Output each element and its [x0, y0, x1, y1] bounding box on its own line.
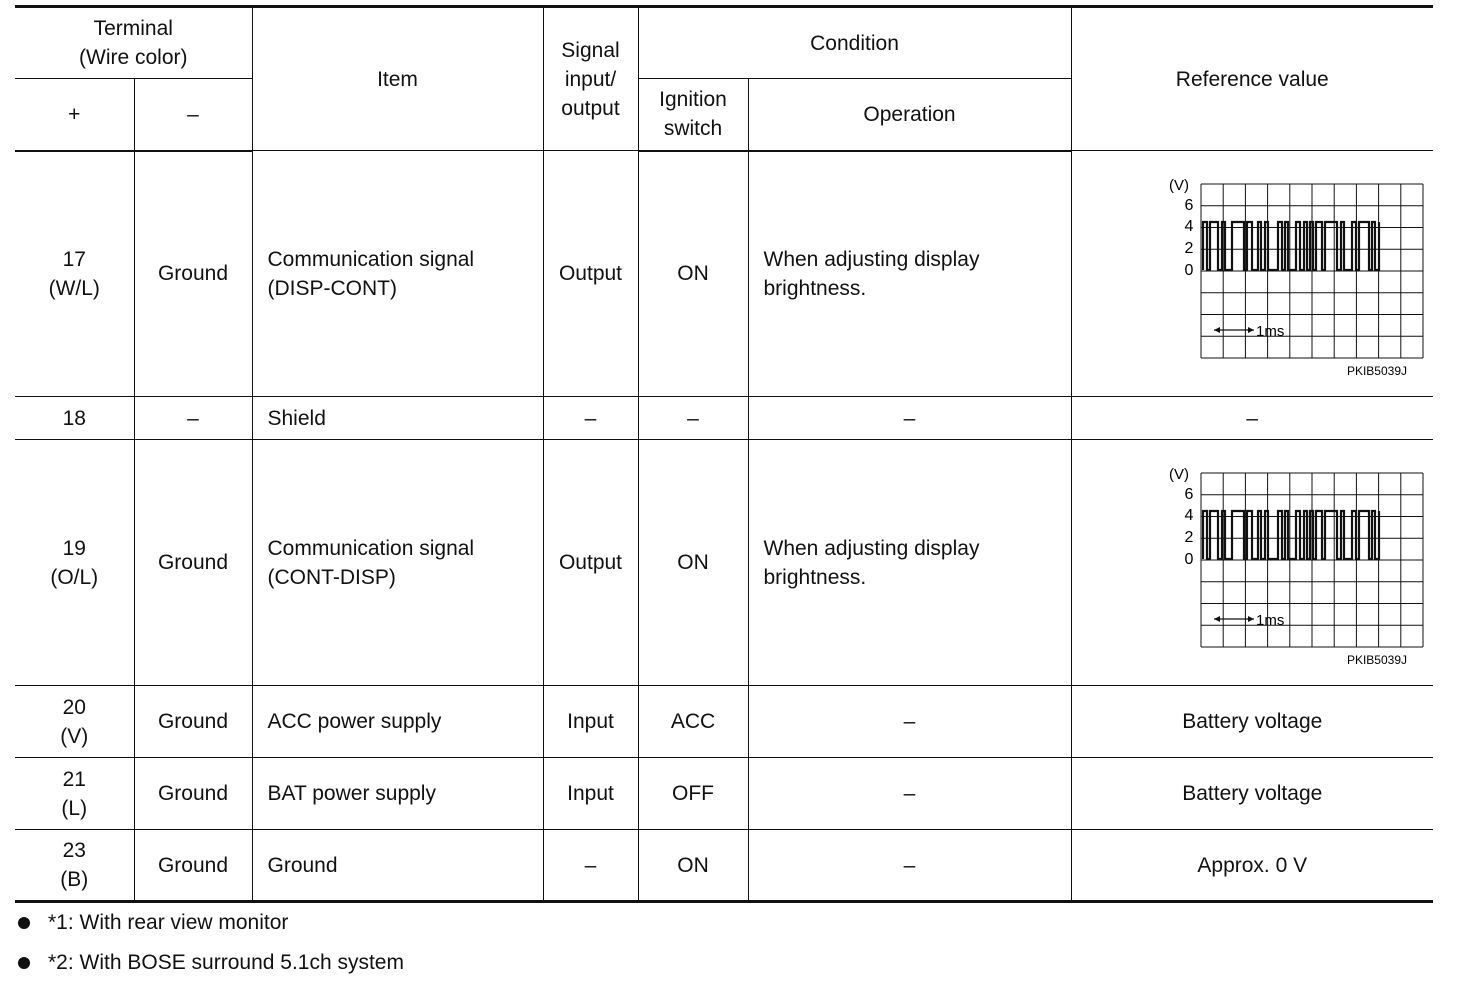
reference-cell — [1071, 440, 1433, 686]
terminal-minus-cell: Ground — [134, 151, 252, 397]
terminal-spec-table — [15, 5, 1433, 903]
ignition-cell: OFF — [638, 758, 748, 830]
signal-cell: – — [543, 397, 638, 440]
footnote-item — [18, 948, 404, 978]
signal-cell: – — [543, 830, 638, 902]
waveform-unit-label: (V) — [1169, 176, 1190, 194]
item-cell: BAT power supply — [252, 758, 543, 830]
operation-line2: brightness. — [763, 276, 867, 300]
waveform-tick-2: 2 — [1184, 239, 1194, 257]
header-ignition — [638, 79, 748, 151]
signal-cell: Output — [543, 151, 638, 397]
waveform-tick-0: 0 — [1184, 550, 1194, 568]
signal-cell: Output — [543, 440, 638, 686]
operation-cell — [748, 440, 1071, 686]
operation-cell: – — [748, 758, 1071, 830]
terminal-minus-cell: Ground — [134, 440, 252, 686]
header-signal-line3: output — [561, 96, 620, 120]
footnote-text: *1: With rear view monitor — [48, 911, 289, 934]
reference-cell: Approx. 0 V — [1071, 830, 1433, 902]
waveform-signal-trace — [1203, 511, 1379, 559]
table-row — [15, 397, 1433, 440]
operation-cell: – — [748, 686, 1071, 758]
scale-label: 1ms — [1256, 322, 1285, 340]
operation-line1: When adjusting display — [763, 247, 980, 271]
operation-line1: When adjusting display — [763, 536, 980, 560]
header-terminal-line1: Terminal — [93, 17, 173, 40]
table-row — [15, 151, 1433, 397]
item-cell — [252, 151, 543, 397]
operation-cell — [748, 151, 1071, 397]
table-row — [15, 440, 1433, 686]
operation-line2: brightness. — [763, 565, 867, 589]
ignition-cell: ON — [638, 151, 748, 397]
figure-code: PKIB5039J — [1346, 363, 1408, 378]
waveform-tick-4: 4 — [1184, 506, 1194, 524]
terminal-number: 19 — [62, 536, 86, 560]
bullet-icon — [18, 917, 30, 929]
header-item: Item — [252, 7, 543, 151]
waveform-unit-label: (V) — [1169, 465, 1190, 483]
wire-color: (W/L) — [48, 276, 100, 300]
item-cell — [252, 440, 543, 686]
terminal-number: 17 — [62, 247, 86, 271]
terminal-minus-cell: Ground — [134, 830, 252, 902]
wire-color: (L) — [61, 796, 88, 820]
operation-cell: – — [748, 397, 1071, 440]
waveform-tick-6: 6 — [1184, 196, 1194, 214]
ignition-cell: ON — [638, 440, 748, 686]
ignition-cell: ON — [638, 830, 748, 902]
header-minus: – — [134, 79, 252, 151]
reference-cell: – — [1071, 397, 1433, 440]
terminal-plus-cell — [15, 758, 134, 830]
header-operation: Operation — [748, 79, 1071, 151]
waveform-figure — [1109, 169, 1429, 379]
scale-label: 1ms — [1256, 611, 1285, 629]
header-signal-line1: Signal — [561, 38, 620, 62]
table-row — [15, 830, 1433, 902]
waveform-figure — [1109, 458, 1429, 668]
table-row — [15, 686, 1433, 758]
ignition-cell: ACC — [638, 686, 748, 758]
footnote-item — [18, 908, 404, 938]
wire-color: (V) — [60, 724, 89, 748]
reference-cell — [1071, 151, 1433, 397]
operation-cell: – — [748, 830, 1071, 902]
waveform-tick-2: 2 — [1184, 528, 1194, 546]
wire-color: (O/L) — [50, 565, 99, 589]
terminal-plus-cell — [15, 830, 134, 902]
terminal-number: 20 — [62, 695, 86, 719]
table-row — [15, 758, 1433, 830]
terminal-minus-cell: – — [134, 397, 252, 440]
item-line1: Communication signal — [267, 536, 475, 560]
figure-code: PKIB5039J — [1346, 652, 1408, 667]
reference-cell: Battery voltage — [1071, 758, 1433, 830]
terminal-number: 18 — [62, 406, 86, 430]
bullet-icon — [18, 957, 30, 969]
header-condition: Condition — [638, 7, 1071, 79]
signal-cell: Input — [543, 686, 638, 758]
header-reference: Reference value — [1071, 7, 1433, 151]
terminal-number: 21 — [62, 767, 86, 791]
waveform-tick-0: 0 — [1184, 261, 1194, 279]
item-cell: Shield — [252, 397, 543, 440]
waveform-signal-trace — [1203, 222, 1379, 270]
reference-cell: Battery voltage — [1071, 686, 1433, 758]
item-line1: Communication signal — [267, 247, 475, 271]
terminal-minus-cell: Ground — [134, 686, 252, 758]
item-cell: ACC power supply — [252, 686, 543, 758]
item-cell: Ground — [252, 830, 543, 902]
terminal-plus-cell — [15, 686, 134, 758]
header-terminal — [15, 7, 252, 79]
footnote-text: *2: With BOSE surround 5.1ch system — [48, 951, 404, 974]
terminal-number: 23 — [62, 839, 86, 862]
header-signal-line2: input/ — [564, 67, 617, 91]
terminal-minus-cell: Ground — [134, 758, 252, 830]
header-terminal-line2: (Wire color) — [79, 46, 188, 69]
item-line2: (DISP-CONT) — [267, 276, 397, 300]
wire-color: (B) — [60, 868, 89, 891]
terminal-plus-cell — [15, 397, 134, 440]
waveform-tick-6: 6 — [1184, 485, 1194, 503]
terminal-plus-cell — [15, 440, 134, 686]
item-line2: (CONT-DISP) — [267, 565, 396, 589]
header-plus: + — [15, 79, 134, 151]
waveform-tick-4: 4 — [1184, 217, 1194, 235]
signal-cell: Input — [543, 758, 638, 830]
terminal-plus-cell — [15, 151, 134, 397]
header-signal — [543, 7, 638, 151]
header-ignition-line2: switch — [663, 117, 723, 141]
footnotes — [18, 908, 404, 988]
header-ignition-line1: Ignition — [659, 88, 727, 112]
ignition-cell: – — [638, 397, 748, 440]
